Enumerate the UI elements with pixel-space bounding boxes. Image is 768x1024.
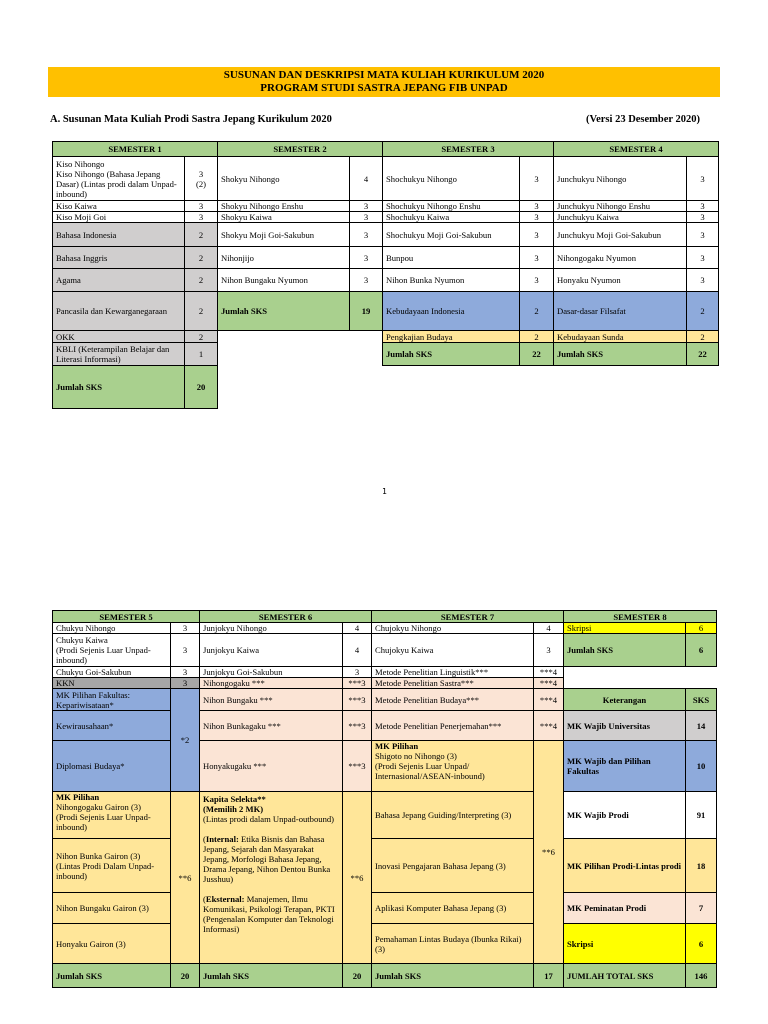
course-name: Kiso Nihongo Kiso Nihongo (Bahasa Jepang Dasar) (Lintas prodi dalam Unpad-inbound) bbox=[53, 157, 185, 201]
s5-pilihan-item: Honyaku Gairon (3) bbox=[53, 924, 171, 964]
course-name: MK Pilihan Fakultas: Kepariwisataan* bbox=[53, 689, 171, 711]
course-name: Bunpou bbox=[383, 247, 520, 269]
s7-pilihan-item: Bahasa Jepang Guiding/Interpreting (3) bbox=[372, 792, 534, 839]
keterangan-sks: 10 bbox=[686, 741, 717, 792]
semester-3-total-sks: 22 bbox=[520, 343, 554, 366]
course-sks: 3 (2) bbox=[185, 157, 218, 201]
course-name: Junjokyu Nihongo bbox=[200, 623, 343, 634]
s7-pilihan-item: Pemahaman Lintas Budaya (Ibunka Rikai) (3) bbox=[372, 924, 534, 964]
course-name: Kebudayaan Indonesia bbox=[383, 292, 520, 331]
semester-6-total-label: Jumlah SKS bbox=[200, 964, 343, 988]
course-sks: 3 bbox=[185, 201, 218, 212]
course-name: Shokyu Moji Goi-Sakubun bbox=[218, 223, 350, 247]
course-sks: 3 bbox=[350, 212, 383, 223]
course-sks: 1 bbox=[185, 343, 218, 366]
course-sks: 3 bbox=[171, 634, 200, 667]
semester-7-total-label: Jumlah SKS bbox=[372, 964, 534, 988]
course-name: Nihonjijo bbox=[218, 247, 350, 269]
course-name: OKK bbox=[53, 331, 185, 343]
course-name: Junjokyu Kaiwa bbox=[200, 634, 343, 667]
header-semester-3: SEMESTER 3 bbox=[383, 142, 554, 157]
course-sks: 3 bbox=[687, 201, 719, 212]
course-sks: 3 bbox=[350, 201, 383, 212]
semester-2-total-label: Jumlah SKS bbox=[218, 292, 350, 331]
course-sks: 3 bbox=[520, 269, 554, 292]
s5-pilihan-item: Nihon Bunka Gairon (3) (Lintas Prodi Dalam Unpad-inbound) bbox=[53, 839, 171, 893]
course-name: KKN bbox=[53, 678, 171, 689]
section-title: A. Susunan Mata Kuliah Prodi Sastra Jepang Kurikulum 2020 bbox=[50, 114, 332, 125]
course-name: Nihongogaku *** bbox=[200, 678, 343, 689]
header-semester-8: SEMESTER 8 bbox=[564, 611, 717, 623]
semester-7-total-sks: 17 bbox=[534, 964, 564, 988]
keterangan-header-label: Keterangan bbox=[564, 689, 686, 711]
course-sks: 3 bbox=[520, 223, 554, 247]
course-name: Bahasa Indonesia bbox=[53, 223, 185, 247]
s5-pilihan-text: Nihongogaku Gairon (3) (Prodi Sejenis Luar Unpad-inbound) bbox=[56, 802, 151, 832]
kapita-subheading: (Memilih 2 MK) bbox=[203, 804, 264, 814]
s5-pilihan-heading: MK Pilihan bbox=[56, 792, 100, 802]
course-sks: ***4 bbox=[534, 678, 564, 689]
course-name: Honyakugaku *** bbox=[200, 741, 343, 792]
course-name: Agama bbox=[53, 269, 185, 292]
semester-4-total-label: Jumlah SKS bbox=[554, 343, 687, 366]
course-sks: 3 bbox=[171, 678, 200, 689]
kapita-eksternal-text: Manajemen, Ilmu Komunikasi, Psikologi Terapan, PKTI (Pengenalan Komputer dan Teknologi Informasi) bbox=[203, 894, 335, 934]
course-name: Dasar-dasar Filsafat bbox=[554, 292, 687, 331]
kapita-internal-text: Etika Bisnis dan Bahasa Jepang, Sejarah dan Masyarakat Jepang, Morfologi Bahasa Jepang, Drama Jepang, Nihon Dentou Bunka Jusshuu) bbox=[203, 834, 331, 884]
course-sks: 3 bbox=[687, 269, 719, 292]
course-name: Honyaku Nyumon bbox=[554, 269, 687, 292]
faculty-electives-sks: *2 bbox=[171, 689, 200, 792]
course-sks: 4 bbox=[350, 157, 383, 201]
keterangan-sks: 6 bbox=[686, 924, 717, 964]
course-name: Chukyu Nihongo bbox=[53, 623, 171, 634]
s7-pilihan-text: Shigoto no Nihongo (3) (Prodi Sejenis Luar Unpad/ Internasional/ASEAN-inbound) bbox=[375, 751, 485, 781]
s7-pilihan-heading: MK Pilihan bbox=[375, 741, 419, 751]
keterangan-label: Skripsi bbox=[564, 924, 686, 964]
course-name: Metode Penelitian Sastra*** bbox=[372, 678, 534, 689]
course-name: Junchukyu Nihongo bbox=[554, 157, 687, 201]
course-sks: 3 bbox=[687, 247, 719, 269]
course-sks: 3 bbox=[350, 223, 383, 247]
header-semester-4: SEMESTER 4 bbox=[554, 142, 719, 157]
header-semester-2: SEMESTER 2 bbox=[218, 142, 383, 157]
grand-total-sks: 146 bbox=[686, 964, 717, 988]
header-semester-1: SEMESTER 1 bbox=[53, 142, 218, 157]
keterangan-label: MK Wajib Prodi bbox=[564, 792, 686, 839]
semester-5-8-table bbox=[52, 610, 717, 988]
kapita-heading: Kapita Selekta** bbox=[203, 794, 266, 804]
course-name: Shochukyu Moji Goi-Sakubun bbox=[383, 223, 520, 247]
s7-pilihan-item bbox=[372, 741, 534, 792]
course-name: Chukyu Kaiwa (Prodi Sejenis Luar Unpad-inbound) bbox=[53, 634, 171, 667]
course-sks: ***3 bbox=[343, 689, 372, 711]
keterangan-label: MK Wajib dan Pilihan Fakultas bbox=[564, 741, 686, 792]
keterangan-sks: 7 bbox=[686, 893, 717, 924]
s5-pilihan-item bbox=[53, 792, 171, 839]
course-sks: ***3 bbox=[343, 741, 372, 792]
s5-pilihan-item: Nihon Bungaku Gairon (3) bbox=[53, 893, 171, 924]
course-name: Skripsi bbox=[564, 623, 686, 634]
course-name: Junchukyu Kaiwa bbox=[554, 212, 687, 223]
course-name: Chukyu Goi-Sakubun bbox=[53, 667, 171, 678]
keterangan-sks: 14 bbox=[686, 711, 717, 741]
course-sks: ***3 bbox=[343, 711, 372, 741]
course-name: Metode Penelitian Penerjemahan*** bbox=[372, 711, 534, 741]
course-sks: 3 bbox=[171, 667, 200, 678]
header-semester-7: SEMESTER 7 bbox=[372, 611, 564, 623]
course-name: Shokyu Nihongo bbox=[218, 157, 350, 201]
course-sks: 3 bbox=[185, 212, 218, 223]
course-name: Shochukyu Nihongo Enshu bbox=[383, 201, 520, 212]
course-sks: 3 bbox=[520, 157, 554, 201]
course-sks: 3 bbox=[687, 157, 719, 201]
course-sks: 3 bbox=[520, 212, 554, 223]
course-sks: 3 bbox=[171, 623, 200, 634]
course-name: Kewirausahaan* bbox=[53, 711, 171, 741]
course-sks: ***4 bbox=[534, 711, 564, 741]
document-title-line1: SUSUNAN DAN DESKRIPSI MATA KULIAH KURIKULUM 2020 bbox=[223, 69, 545, 81]
course-sks: 3 bbox=[350, 269, 383, 292]
course-sks: 4 bbox=[534, 623, 564, 634]
s7-pilihan-sks: **6 bbox=[534, 741, 564, 964]
semester-1-total-label: Jumlah SKS bbox=[53, 366, 185, 409]
kapita-selekta: Kapita Selekta** (Memilih 2 MK) (Lintas prodi dalam Unpad-outbound) (Internal: Etika Bisnis dan Bahasa Jepang, Sejarah dan Masyarakat Jepang, Morfologi Bahasa Jepang, Drama Jepang, Nihon Dentou Bunka Jusshuu) (Eksternal: Manajemen, Ilmu Komunikasi, Psikologi Terapan, PKTI (Pengenalan Komputer dan Teknologi Informasi) bbox=[200, 792, 343, 964]
semester-6-total-sks: 20 bbox=[343, 964, 372, 988]
course-name: Nihon Bunkagaku *** bbox=[200, 711, 343, 741]
course-name: Kebudayaan Sunda bbox=[554, 331, 687, 343]
version-label: (Versi 23 Desember 2020) bbox=[586, 114, 701, 125]
keterangan-label: MK Wajib Universitas bbox=[564, 711, 686, 741]
semester-2-total-sks: 19 bbox=[350, 292, 383, 331]
course-sks: 3 bbox=[687, 212, 719, 223]
keterangan-sks: 91 bbox=[686, 792, 717, 839]
course-sks: ***4 bbox=[534, 667, 564, 678]
course-sks: 2 bbox=[520, 331, 554, 343]
course-sks: ***4 bbox=[534, 689, 564, 711]
course-sks: 2 bbox=[687, 331, 719, 343]
semester-1-4-table bbox=[52, 141, 719, 409]
document-title-line2: PROGRAM STUDI SASTRA JEPANG FIB UNPAD bbox=[260, 82, 508, 94]
course-name: Nihon Bungaku *** bbox=[200, 689, 343, 711]
course-name: Junchukyu Moji Goi-Sakubun bbox=[554, 223, 687, 247]
course-name: Kiso Kaiwa bbox=[53, 201, 185, 212]
keterangan-header-sks: SKS bbox=[686, 689, 717, 711]
course-name: Metode Penelitian Budaya*** bbox=[372, 689, 534, 711]
course-sks: 6 bbox=[686, 623, 717, 634]
semester-1-total-sks: 20 bbox=[185, 366, 218, 409]
course-sks: 2 bbox=[185, 247, 218, 269]
course-sks: 2 bbox=[687, 292, 719, 331]
header-semester-5: SEMESTER 5 bbox=[53, 611, 200, 623]
course-name: Nihongogaku Nyumon bbox=[554, 247, 687, 269]
course-sks: 4 bbox=[343, 623, 372, 634]
course-name: Chujokyu Nihongo bbox=[372, 623, 534, 634]
course-sks: 2 bbox=[185, 331, 218, 343]
course-name: Pancasila dan Kewarganegaraan bbox=[53, 292, 185, 331]
course-name: Diplomasi Budaya* bbox=[53, 741, 171, 792]
semester-8-total-sks: 6 bbox=[686, 634, 717, 667]
course-sks: 3 bbox=[520, 201, 554, 212]
course-sks: 3 bbox=[534, 634, 564, 667]
s5-pilihan-sks: **6 bbox=[171, 792, 200, 964]
course-sks: 3 bbox=[343, 667, 372, 678]
course-name: Junjokyu Goi-Sakubun bbox=[200, 667, 343, 678]
keterangan-label: MK Peminatan Prodi bbox=[564, 893, 686, 924]
semester-5-total-sks: 20 bbox=[171, 964, 200, 988]
page-number: 1 bbox=[382, 487, 387, 496]
grand-total-label: JUMLAH TOTAL SKS bbox=[564, 964, 686, 988]
keterangan-label: MK Pilihan Prodi-Lintas prodi bbox=[564, 839, 686, 893]
kapita-note: (Lintas prodi dalam Unpad-outbound) bbox=[203, 814, 335, 824]
kapita-internal-label: Internal: bbox=[205, 834, 239, 844]
course-sks: 3 bbox=[687, 223, 719, 247]
course-name: Pengkajian Budaya bbox=[383, 331, 520, 343]
course-sks: 3 bbox=[520, 247, 554, 269]
course-name: Shochukyu Kaiwa bbox=[383, 212, 520, 223]
course-sks: 2 bbox=[520, 292, 554, 331]
course-sks: 2 bbox=[185, 223, 218, 247]
course-name: Shokyu Kaiwa bbox=[218, 212, 350, 223]
course-name: Metode Penelitian Linguistik*** bbox=[372, 667, 534, 678]
course-sks: ***3 bbox=[343, 678, 372, 689]
semester-8-total-label: Jumlah SKS bbox=[564, 634, 686, 667]
course-name: Shochukyu Nihongo bbox=[383, 157, 520, 201]
course-sks: 2 bbox=[185, 292, 218, 331]
document-title-banner bbox=[48, 67, 720, 97]
kapita-sks: **6 bbox=[343, 792, 372, 964]
s7-pilihan-item: Inovasi Pengajaran Bahasa Jepang (3) bbox=[372, 839, 534, 893]
semester-3-total-label: Jumlah SKS bbox=[383, 343, 520, 366]
course-name: Shokyu Nihongo Enshu bbox=[218, 201, 350, 212]
keterangan-sks: 18 bbox=[686, 839, 717, 893]
kapita-eksternal-label: Eksternal: bbox=[205, 894, 245, 904]
course-sks: 3 bbox=[350, 247, 383, 269]
course-sks: 2 bbox=[185, 269, 218, 292]
header-semester-6: SEMESTER 6 bbox=[200, 611, 372, 623]
course-name: KBLI (Keterampilan Belajar dan Literasi Informasi) bbox=[53, 343, 185, 366]
s7-pilihan-item: Aplikasi Komputer Bahasa Jepang (3) bbox=[372, 893, 534, 924]
course-name: Junchukyu Nihongo Enshu bbox=[554, 201, 687, 212]
course-sks: 4 bbox=[343, 634, 372, 667]
course-name: Nihon Bungaku Nyumon bbox=[218, 269, 350, 292]
semester-5-total-label: Jumlah SKS bbox=[53, 964, 171, 988]
course-name: Nihon Bunka Nyumon bbox=[383, 269, 520, 292]
semester-4-total-sks: 22 bbox=[687, 343, 719, 366]
course-name: Bahasa Inggris bbox=[53, 247, 185, 269]
course-name: Chujokyu Kaiwa bbox=[372, 634, 534, 667]
course-name: Kiso Moji Goi bbox=[53, 212, 185, 223]
